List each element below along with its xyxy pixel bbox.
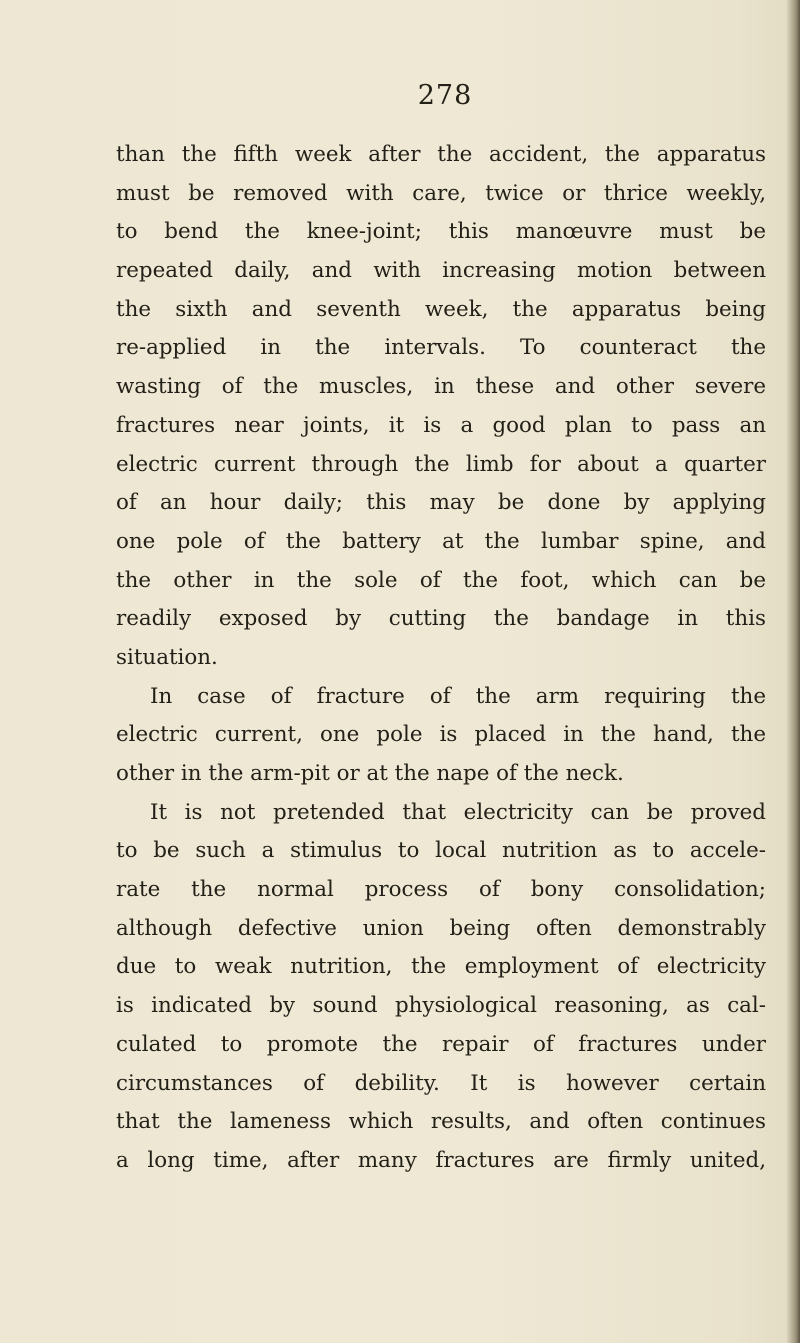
text-line: to bend the knee-joint; this manœuvre must be (116, 219, 766, 245)
body-text (116, 136, 766, 1181)
text-line: the sixth and seventh week, the apparatus being (116, 296, 766, 322)
text-line: fractures near joints, it is a good plan to pass an (116, 412, 766, 438)
text-line: circumstances of debility. It is however certain (116, 1070, 766, 1096)
text-line: rate the normal process of bony consolidation; (116, 877, 766, 903)
text-line: that the lameness which results, and often continues (116, 1109, 766, 1135)
text-line: is indicated by sound physiological reasoning, as cal- (116, 993, 766, 1019)
text-line: to be such a stimulus to local nutrition as to accele- (116, 838, 766, 864)
text-line: the other in the sole of the foot, which can be (116, 567, 766, 593)
text-line: electric current, one pole is placed in the hand, the (116, 722, 766, 748)
text-line: than the fifth week after the accident, the apparatus (116, 142, 766, 167)
text-line: electric current through the limb for about a quarter (116, 451, 766, 477)
text-line: culated to promote the repair of fractures under (116, 1031, 766, 1057)
page-number: 278 (417, 80, 473, 111)
text-line: although defective union being often demonstrably (116, 915, 766, 941)
text-line: must be removed with care, twice or thrice weekly, (116, 180, 766, 206)
text-line: one pole of the battery at the lumbar spine, and (116, 528, 766, 554)
text-line: wasting of the muscles, in these and other severe (116, 374, 766, 400)
text-line: repeated daily, and with increasing motion between (116, 258, 766, 284)
text-line: readily exposed by cutting the bandage in this (116, 606, 766, 632)
text-line: re-applied in the intervals. To counteract the (116, 335, 766, 361)
text-line: In case of fracture of the arm requiring the (150, 683, 766, 709)
text-line: It is not pretended that electricity can be proved (150, 799, 766, 825)
page-edge-shadow (786, 0, 800, 1343)
text-line: a long time, after many fractures are firmly united, (116, 1147, 766, 1173)
text-line: other in the arm-pit or at the nape of the neck. (116, 761, 624, 786)
text-line: due to weak nutrition, the employment of electricity (116, 954, 766, 980)
text-line: situation. (116, 644, 218, 670)
text-line: of an hour daily; this may be done by applying (116, 490, 766, 516)
